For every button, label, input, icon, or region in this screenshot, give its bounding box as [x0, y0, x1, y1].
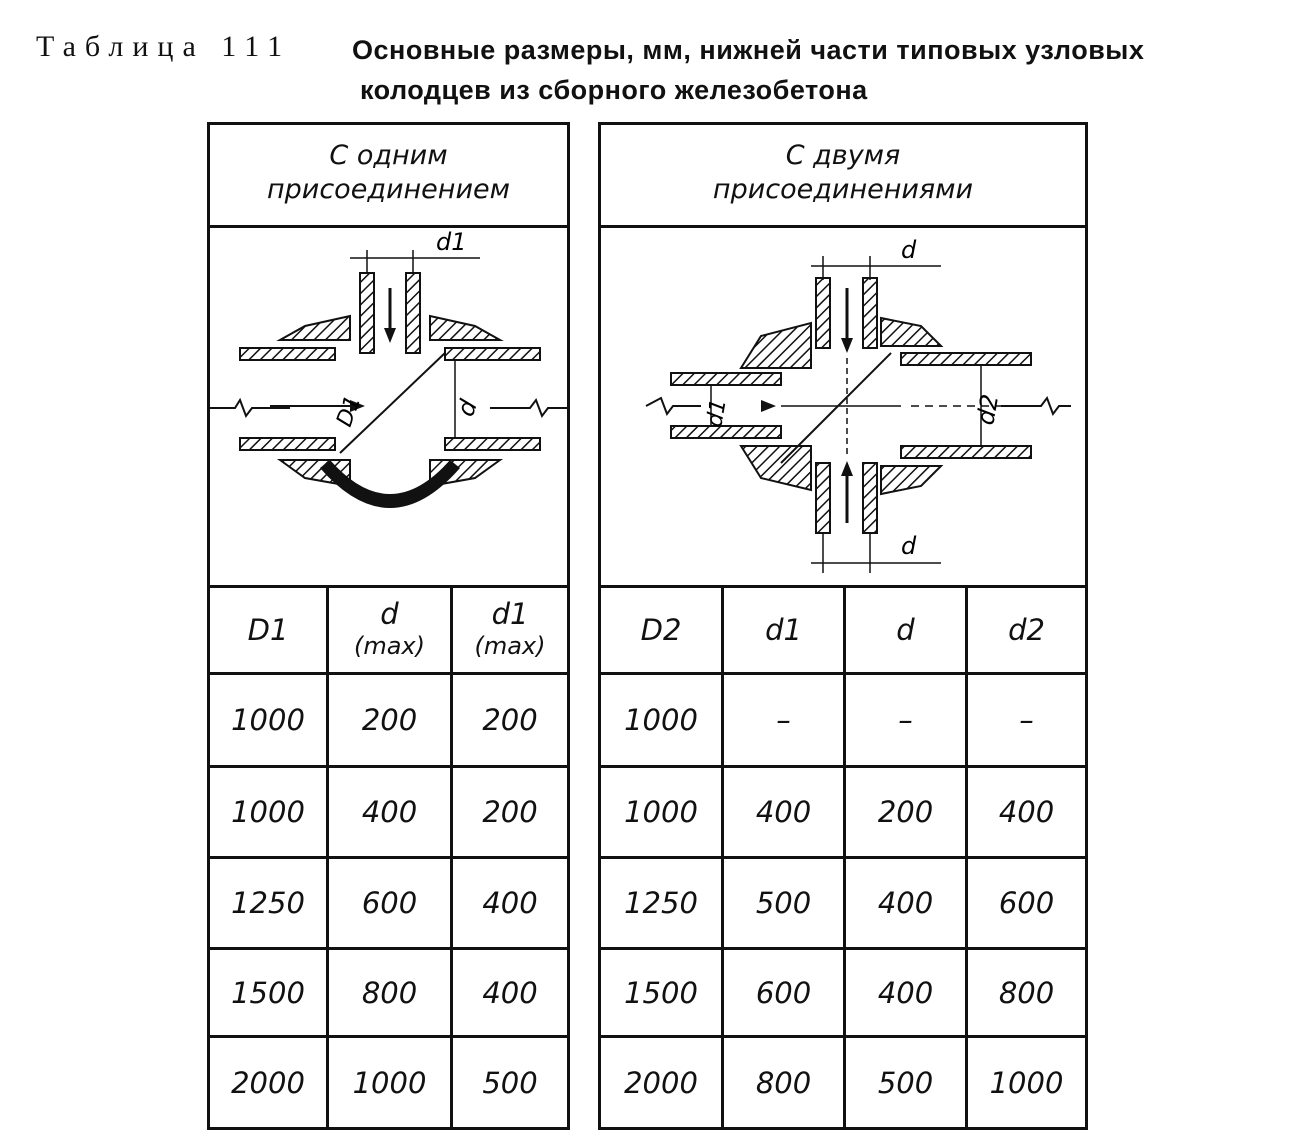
- col-header-d: d (max): [353, 597, 425, 660]
- panel-heading: [601, 125, 1085, 228]
- table-cell: 400: [482, 886, 538, 920]
- table-cell: 1000: [624, 795, 698, 829]
- table-cell: 400: [877, 975, 934, 1010]
- label-D1: D1: [332, 392, 367, 431]
- table-cell: –: [1019, 703, 1034, 737]
- table-cell: 600: [998, 886, 1055, 920]
- col-header-d1: d1 (max): [474, 597, 546, 660]
- label-d1: d1: [702, 397, 732, 430]
- table-cell: 1250: [624, 886, 698, 920]
- table-cell: 400: [361, 795, 418, 829]
- table-cell: 400: [755, 795, 812, 829]
- col-header-d2: d2: [1008, 613, 1045, 647]
- table-title: [352, 30, 1292, 110]
- table-two-connections: [601, 588, 1085, 1127]
- panel-heading: [210, 125, 567, 228]
- table-cell: 200: [877, 795, 934, 829]
- right-pipe-top-wall: [445, 348, 540, 360]
- table-cell: 400: [998, 795, 1055, 829]
- col-header-D1: D1: [247, 613, 289, 647]
- table-cell: 200: [482, 795, 538, 829]
- panel-heading-line-2: присоединением: [267, 174, 510, 205]
- table-cell: 1500: [624, 975, 698, 1010]
- panel-heading-line-2: присоединениями: [712, 174, 974, 205]
- table-cell: 200: [361, 703, 418, 737]
- table-cell: 2000: [231, 1065, 305, 1100]
- table-cell: –: [776, 703, 791, 737]
- table-cell: 500: [482, 1065, 538, 1100]
- col-header-d: d: [896, 613, 915, 647]
- left-pipe-bottom-wall: [240, 438, 335, 450]
- table-title-line-1: Основные размеры, мм, нижней части типовых узловых: [352, 35, 1145, 65]
- table-cell: 1250: [231, 886, 305, 920]
- table-cell: 500: [877, 1065, 934, 1100]
- well-diagram: [210, 228, 567, 585]
- table-cell: 800: [755, 1065, 812, 1100]
- panel-two-connections: [598, 122, 1088, 1130]
- table-cell: 1000: [352, 1065, 427, 1100]
- label-d-top: d: [901, 236, 917, 264]
- table-number: Таблица 111: [36, 30, 292, 63]
- right-pipe-bottom-wall: [445, 438, 540, 450]
- table-one-connection: [210, 588, 567, 1127]
- label-d-bottom: d: [901, 532, 917, 560]
- table-cell: –: [898, 703, 913, 737]
- table-cell: 400: [482, 975, 538, 1010]
- table-cell: 1000: [231, 795, 305, 829]
- panel-heading-line-1: С двумя: [785, 140, 901, 171]
- left-pipe-top-wall: [240, 348, 335, 360]
- table-cell: 500: [755, 886, 812, 920]
- table-cell: 200: [482, 703, 538, 737]
- label-d1: d1: [436, 228, 467, 256]
- table-cell: 600: [361, 886, 418, 920]
- table-cell: 400: [877, 886, 934, 920]
- well-drawing-one-connection: [210, 228, 567, 588]
- table-cell: 600: [755, 975, 812, 1010]
- panel-one-connection: [207, 122, 570, 1130]
- table-cell: 800: [361, 975, 418, 1010]
- table-cell: 1500: [231, 975, 305, 1010]
- table-cell: 1000: [989, 1065, 1064, 1100]
- panel-heading-line-1: С одним: [329, 140, 448, 171]
- well-drawing-two-connections: [601, 228, 1085, 588]
- table-cell: 1000: [231, 703, 305, 737]
- label-d: d: [451, 396, 483, 421]
- table-cell: 1000: [624, 703, 698, 737]
- label-d2: d2: [971, 392, 1005, 428]
- table-cell: 800: [998, 975, 1055, 1010]
- well-diagram: [601, 228, 1085, 585]
- table-title-line-2: колодцев из сборного железобетона: [360, 75, 868, 105]
- col-header-D2: D2: [640, 613, 682, 647]
- col-header-d1: d1: [765, 613, 802, 647]
- table-cell: 2000: [624, 1065, 698, 1100]
